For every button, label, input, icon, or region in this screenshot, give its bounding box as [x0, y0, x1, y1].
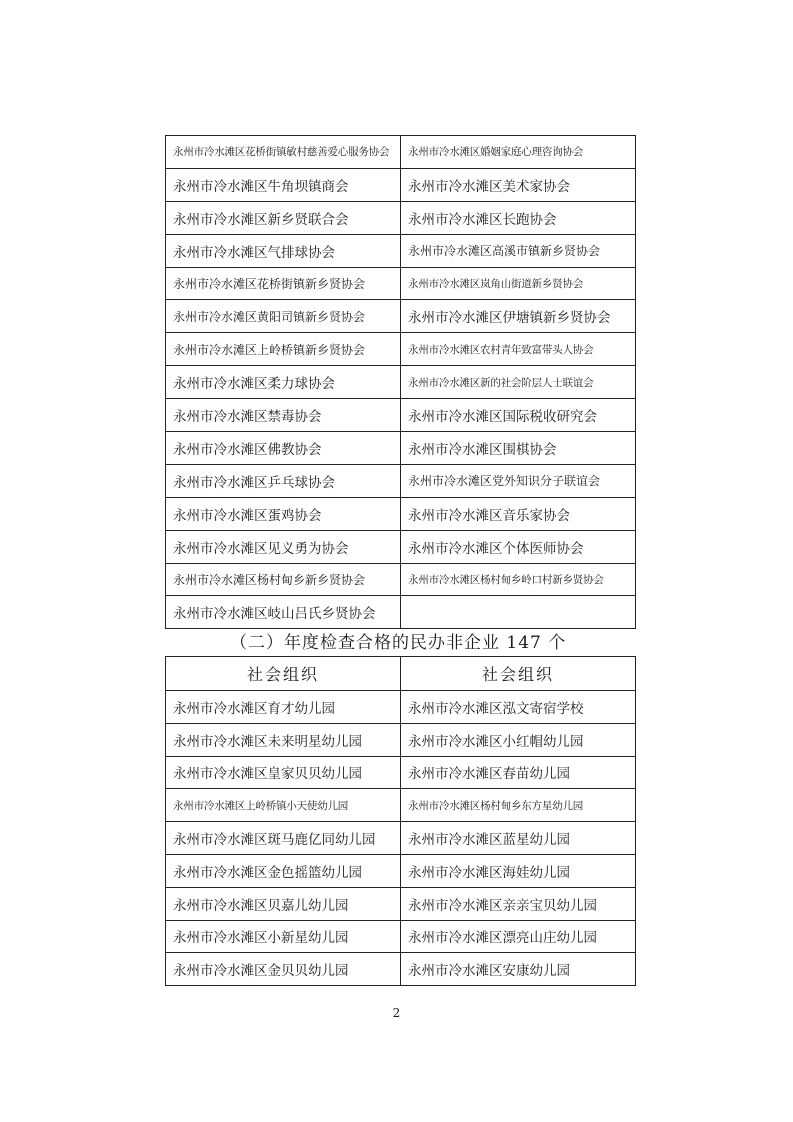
table-cell: 永州市冷水滩区气排球协会 — [166, 234, 401, 267]
table-cell: 永州市冷水滩区党外知识分子联谊会 — [401, 464, 636, 497]
table-row — [166, 596, 636, 629]
table-row — [166, 691, 636, 724]
table-cell: 永州市冷水滩区杨村甸乡东方星幼儿园 — [401, 789, 636, 822]
table-row — [166, 366, 636, 399]
table-cell: 永州市冷水滩区禁毒协会 — [166, 399, 401, 432]
table-row — [166, 168, 636, 201]
table-row — [166, 822, 636, 855]
table-cell: 永州市冷水滩区新的社会阶层人士联谊会 — [401, 366, 636, 399]
table-cell: 永州市冷水滩区斑马鹿亿同幼儿园 — [166, 822, 401, 855]
table-cell: 永州市冷水滩区小新星幼儿园 — [166, 920, 401, 953]
table-cell: 永州市冷水滩区漂亮山庄幼儿园 — [401, 920, 636, 953]
table-cell — [401, 596, 636, 629]
table-cell: 永州市冷水滩区花桥街镇敏村慈善爱心服务协会 — [166, 136, 401, 169]
table-row — [166, 530, 636, 563]
table-row — [166, 399, 636, 432]
table-cell: 永州市冷水滩区婚姻家庭心理咨询协会 — [401, 136, 636, 169]
table-cell: 永州市冷水滩区蓝星幼儿园 — [401, 822, 636, 855]
table-cell: 永州市冷水滩区围棋协会 — [401, 432, 636, 465]
table-cell: 永州市冷水滩区柔力球协会 — [166, 366, 401, 399]
table-row — [166, 723, 636, 756]
table-cell: 永州市冷水滩区安康幼儿园 — [401, 953, 636, 986]
table-cell: 永州市冷水滩区贝嘉儿幼儿园 — [166, 887, 401, 920]
table-cell: 永州市冷水滩区花桥街镇新乡贤协会 — [166, 267, 401, 300]
table-cell: 永州市冷水滩区见义勇为协会 — [166, 530, 401, 563]
table-cell: 永州市冷水滩区泓文寄宿学校 — [401, 691, 636, 724]
table-row — [166, 789, 636, 822]
table-row — [166, 756, 636, 789]
table-cell: 永州市冷水滩区蛋鸡协会 — [166, 497, 401, 530]
table-cell: 永州市冷水滩区上岭桥镇新乡贤协会 — [166, 333, 401, 366]
table-row — [166, 300, 636, 333]
table-row — [166, 234, 636, 267]
table-cell: 永州市冷水滩区岚角山街道新乡贤协会 — [401, 267, 636, 300]
table-cell: 永州市冷水滩区个体医师协会 — [401, 530, 636, 563]
table-cell: 永州市冷水滩区新乡贤联合会 — [166, 201, 401, 234]
table-row — [166, 464, 636, 497]
table-cell: 永州市冷水滩区小红帽幼儿园 — [401, 723, 636, 756]
table-cell: 永州市冷水滩区未来明星幼儿园 — [166, 723, 401, 756]
table-cell: 永州市冷水滩区国际税收研究会 — [401, 399, 636, 432]
table-header-row — [166, 657, 636, 691]
table-row — [166, 333, 636, 366]
table-row — [166, 887, 636, 920]
non-enterprise-table — [165, 656, 636, 986]
table-cell: 永州市冷水滩区佛教协会 — [166, 432, 401, 465]
table-row — [166, 854, 636, 887]
table-row — [166, 201, 636, 234]
table-cell: 永州市冷水滩区乒乓球协会 — [166, 464, 401, 497]
table-row — [166, 267, 636, 300]
column-header: 社会组织 — [166, 657, 401, 691]
table-cell: 永州市冷水滩区长跑协会 — [401, 201, 636, 234]
table-cell: 永州市冷水滩区牛角坝镇商会 — [166, 168, 401, 201]
table-cell: 永州市冷水滩区金贝贝幼儿园 — [166, 953, 401, 986]
table-cell: 永州市冷水滩区黄阳司镇新乡贤协会 — [166, 300, 401, 333]
table-cell: 永州市冷水滩区杨村甸乡新乡贤协会 — [166, 563, 401, 596]
table-cell: 永州市冷水滩区岐山吕氏乡贤协会 — [166, 596, 401, 629]
section-heading: （二）年度检查合格的民办非企业 147 个 — [230, 633, 567, 653]
table-cell: 永州市冷水滩区海娃幼儿园 — [401, 854, 636, 887]
table-cell: 永州市冷水滩区伊塘镇新乡贤协会 — [401, 300, 636, 333]
table-cell: 永州市冷水滩区高溪市镇新乡贤协会 — [401, 234, 636, 267]
table-cell: 永州市冷水滩区育才幼儿园 — [166, 691, 401, 724]
table-row — [166, 953, 636, 986]
table-cell: 永州市冷水滩区上岭桥镇小天使幼儿园 — [166, 789, 401, 822]
page-number: 2 — [392, 1006, 401, 1020]
table-row — [166, 136, 636, 169]
organizations-table — [165, 135, 636, 629]
table-row — [166, 497, 636, 530]
table-row — [166, 920, 636, 953]
table-cell: 永州市冷水滩区亲亲宝贝幼儿园 — [401, 887, 636, 920]
table-cell: 永州市冷水滩区杨村甸乡岭口村新乡贤协会 — [401, 563, 636, 596]
table-row — [166, 432, 636, 465]
column-header: 社会组织 — [401, 657, 636, 691]
table-cell: 永州市冷水滩区音乐家协会 — [401, 497, 636, 530]
table-cell: 永州市冷水滩区春苗幼儿园 — [401, 756, 636, 789]
table-row — [166, 563, 636, 596]
table-cell: 永州市冷水滩区农村青年致富带头人协会 — [401, 333, 636, 366]
table-cell: 永州市冷水滩区美术家协会 — [401, 168, 636, 201]
table-cell: 永州市冷水滩区皇家贝贝幼儿园 — [166, 756, 401, 789]
table-cell: 永州市冷水滩区金色摇篮幼儿园 — [166, 854, 401, 887]
